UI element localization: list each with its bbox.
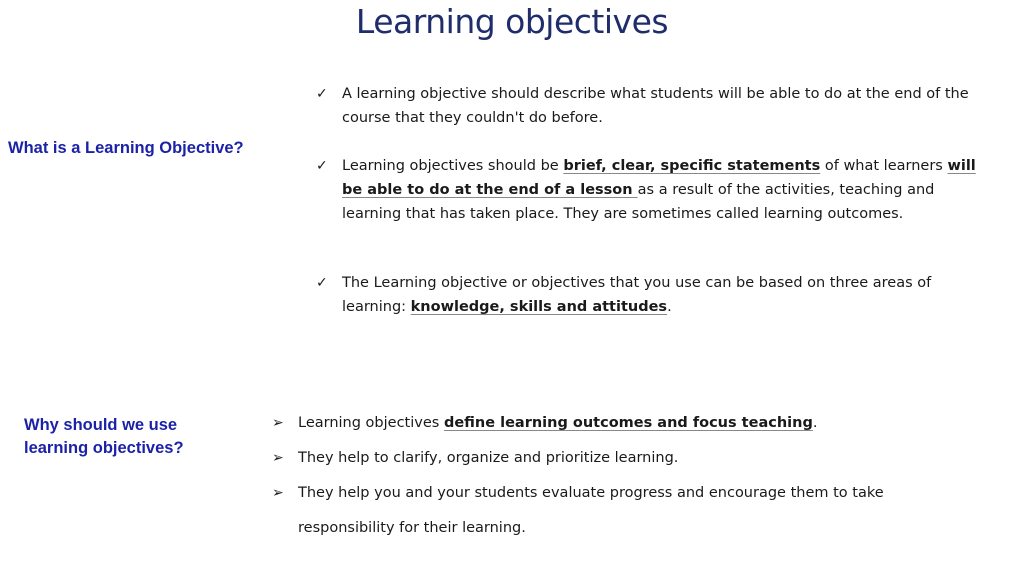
- what-is-label: What is a Learning Objective?: [8, 139, 244, 157]
- list-item: [272, 406, 972, 441]
- list-item-text: of what learners: [820, 158, 948, 174]
- arrowhead-icon: ➢: [272, 485, 284, 501]
- list-item-text: .: [667, 299, 672, 315]
- list-item: [272, 476, 972, 546]
- emphasis-text: define learning outcomes and focus teaching: [443, 415, 813, 431]
- list-item-text: Learning objectives should be: [342, 158, 564, 174]
- list-item-text: They help to clarify, organize and prioritize learning.: [298, 450, 679, 466]
- list-item: [316, 271, 986, 319]
- list-item-text: A learning objective should describe what students will be able to do at the end of the course that they couldn't do before.: [342, 86, 969, 126]
- what-is-list: [316, 82, 986, 319]
- emphasis-text: brief, clear, specific statements: [563, 158, 821, 174]
- list-item-text: Learning objectives: [298, 415, 444, 431]
- why-use-list: [272, 406, 972, 546]
- list-item: [316, 82, 986, 130]
- check-icon: ✓: [316, 158, 328, 174]
- arrowhead-icon: ➢: [272, 450, 284, 466]
- check-icon: ✓: [316, 275, 328, 291]
- list-item: [316, 154, 986, 226]
- emphasis-text: knowledge, skills and attitudes: [410, 299, 668, 315]
- list-item-text: The Learning objective or objectives that you use can be based on three areas of learning:: [342, 275, 932, 315]
- list-item-text: They help you and your students evaluate progress and encourage them to take responsibility for their learning.: [298, 485, 884, 536]
- emphasis-text: will be able to do at the end of a lesson: [342, 158, 976, 198]
- slide-title: Learning objectives: [355, 2, 669, 41]
- list-item-text: .: [812, 415, 818, 431]
- list-item-text: as a result of the activities, teaching and learning that has taken place. They are sometimes called learning outcomes.: [342, 182, 935, 222]
- arrowhead-icon: ➢: [272, 415, 284, 431]
- check-icon: ✓: [316, 86, 328, 102]
- why-use-label: Why should we use learning objectives?: [24, 416, 184, 457]
- list-item: [272, 441, 972, 476]
